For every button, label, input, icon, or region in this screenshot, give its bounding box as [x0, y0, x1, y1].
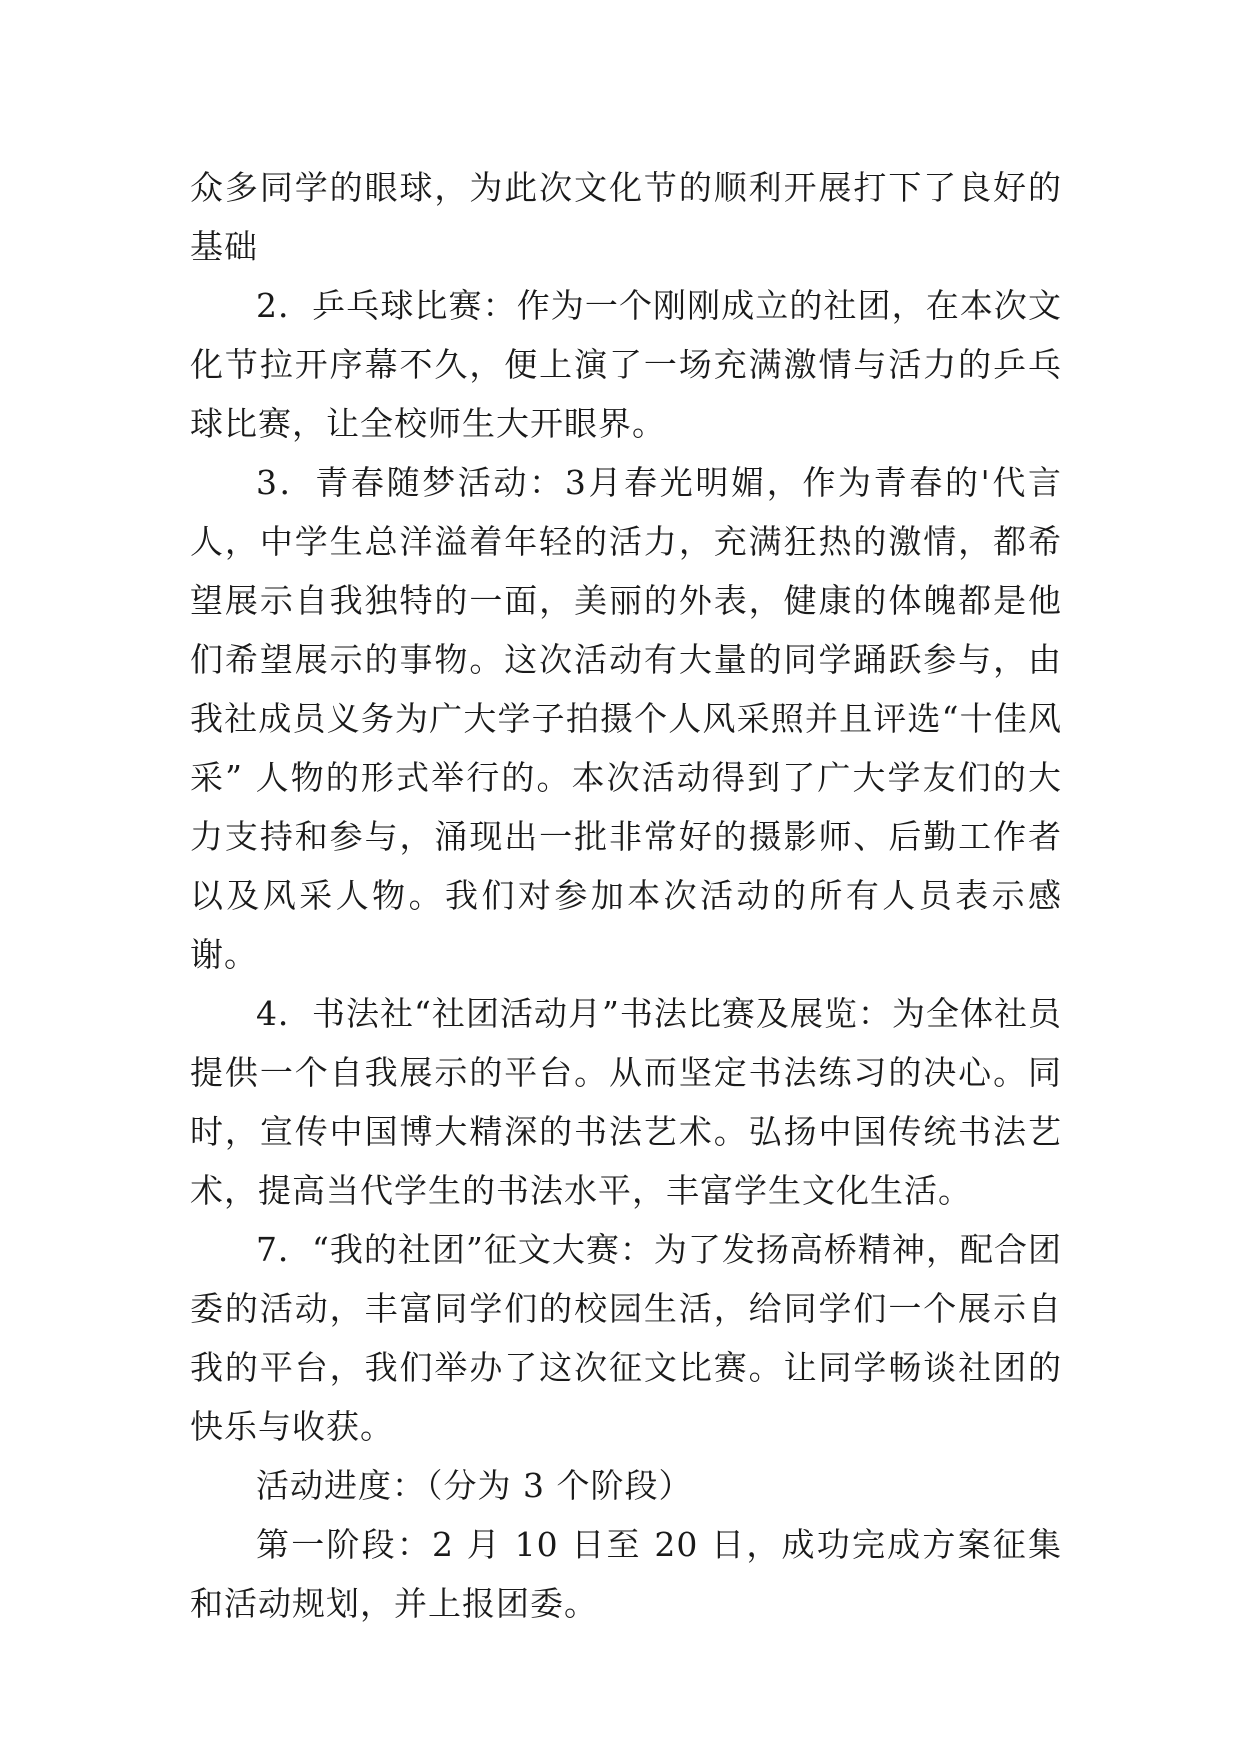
paragraph-continuation: 众多同学的眼球，为此次文化节的顺利开展打下了良好的基础: [190, 168, 1062, 266]
paragraph-item-7: 7．“我的社团”征文大赛：为了发扬高桥精神，配合团委的活动，丰富同学们的校园生活，给同学们一个展示自我的平台，我们举办了这次征文比赛。让同学畅谈社团的快乐与收获。: [190, 1230, 1062, 1446]
document-body: [190, 158, 1062, 1633]
paragraph-item-4: 4．书法社“社团活动月”书法比赛及展览：为全体社员提供一个自我展示的平台。从而坚定书法练习的决心。同时，宣传中国博大精深的书法艺术。弘扬中国传统书法艺术，提高当代学生的书法水平，丰富学生文化生活。: [190, 994, 1062, 1210]
paragraph-stage-one: 第一阶段：2 月 10 日至 20 日，成功完成方案征集和活动规划，并上报团委。: [190, 1525, 1062, 1623]
paragraph-item-2: 2．乒乓球比赛：作为一个刚刚成立的社团，在本次文化节拉开序幕不久，便上演了一场充满激情与活力的乒乓球比赛，让全校师生大开眼界。: [190, 286, 1062, 443]
paragraph-progress-heading: 活动进度：（分为 3 个阶段）: [256, 1466, 693, 1505]
paragraph-item-3: 3．青春随梦活动：3月春光明媚，作为青春的'代言人，中学生总洋溢着年轻的活力，充满狂热的激情，都希望展示自我独特的一面，美丽的外表，健康的体魄都是他们希望展示的事物。这次活动有大量的同学踊跃参与，由我社成员义务为广大学子拍摄个人风采照并且评选“十佳风采” 人物的形式举行的。本次活动得到了广大学友们的大力支持和参与，涌现出一批非常好的摄影师、后勤工作者以及风采人物。我们对参加本次活动的所有人员表示感谢。: [190, 463, 1062, 974]
